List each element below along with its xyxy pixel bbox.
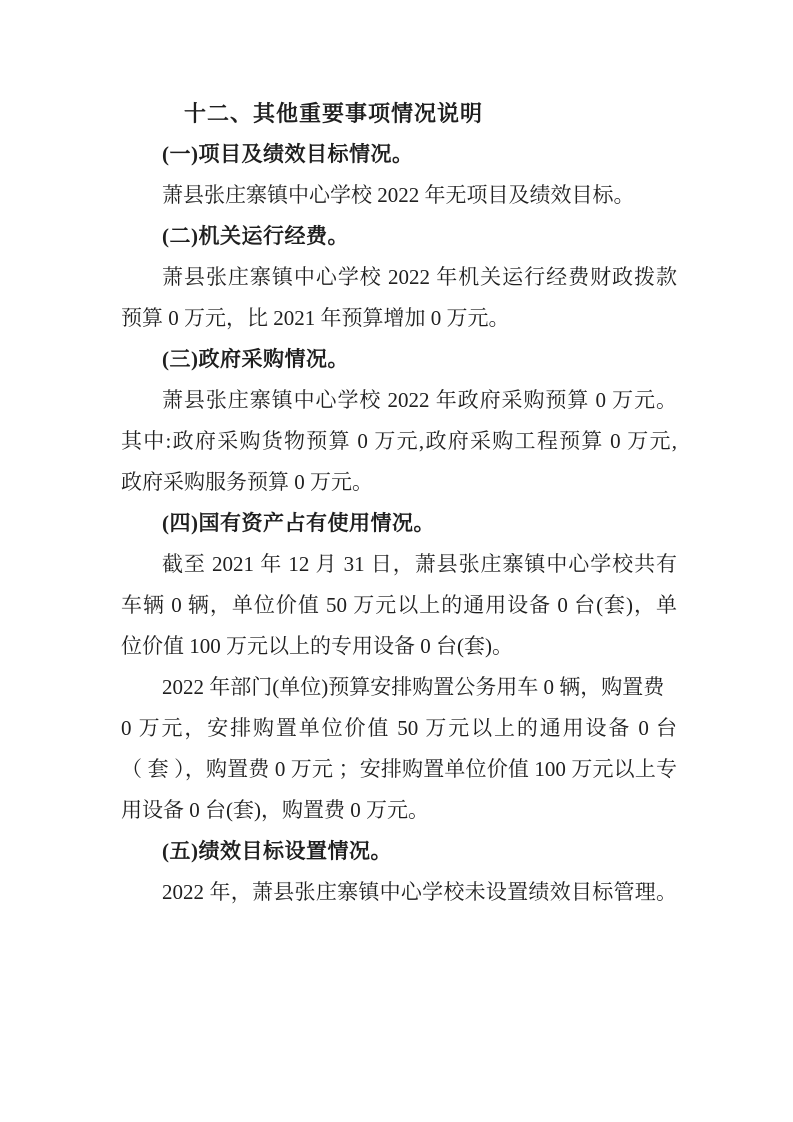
body-text-line: 其中:政府采购货物预算 0 万元,政府采购工程预算 0 万元, (121, 429, 677, 453)
body-text-line: 萧县张庄寨镇中心学校 2022 年无项目及绩效目标。 (162, 183, 635, 207)
body-text-line: （ 套 ），购置费 0 万元 ；安排购置单位价值 100 万元以上专 (121, 757, 677, 781)
body-text-line: 车辆 0 辆，单位价值 50 万元以上的通用设备 0 台(套)，单 (121, 593, 677, 617)
subsection-heading: (二)机关运行经费。 (162, 224, 349, 248)
body-text-line: 0 万元，安排购置单位价值 50 万元以上的通用设备 0 台 (121, 716, 677, 740)
document-content (121, 93, 677, 913)
subsection-heading: (一)项目及绩效目标情况。 (162, 142, 414, 166)
body-text-line: 萧县张庄寨镇中心学校 2022 年政府采购预算 0 万元。 (162, 388, 677, 412)
body-text-line: 用设备 0 台(套)，购置费 0 万元。 (121, 798, 429, 822)
body-text-line: 2022 年，萧县张庄寨镇中心学校未设置绩效目标管理。 (162, 880, 677, 904)
body-text-line: 位价值 100 万元以上的专用设备 0 台(套)。 (121, 634, 513, 658)
subsection-heading: (五)绩效目标设置情况。 (162, 839, 392, 863)
body-text-line: 2022 年部门(单位)预算安排购置公务用车 0 辆，购置费 (162, 675, 665, 699)
body-text-line: 萧县张庄寨镇中心学校 2022 年机关运行经费财政拨款 (162, 265, 677, 289)
body-text-line: 预算 0 万元，比 2021 年预算增加 0 万元。 (121, 306, 510, 330)
body-text-line: 政府采购服务预算 0 万元。 (121, 470, 373, 494)
body-text-line: 截至 2021 年 12 月 31 日，萧县张庄寨镇中心学校共有 (162, 552, 677, 576)
section-heading: 十二、其他重要事项情况说明 (184, 101, 484, 126)
subsection-heading: (三)政府采购情况。 (162, 347, 349, 371)
subsection-heading: (四)国有资产占有使用情况。 (162, 511, 435, 535)
